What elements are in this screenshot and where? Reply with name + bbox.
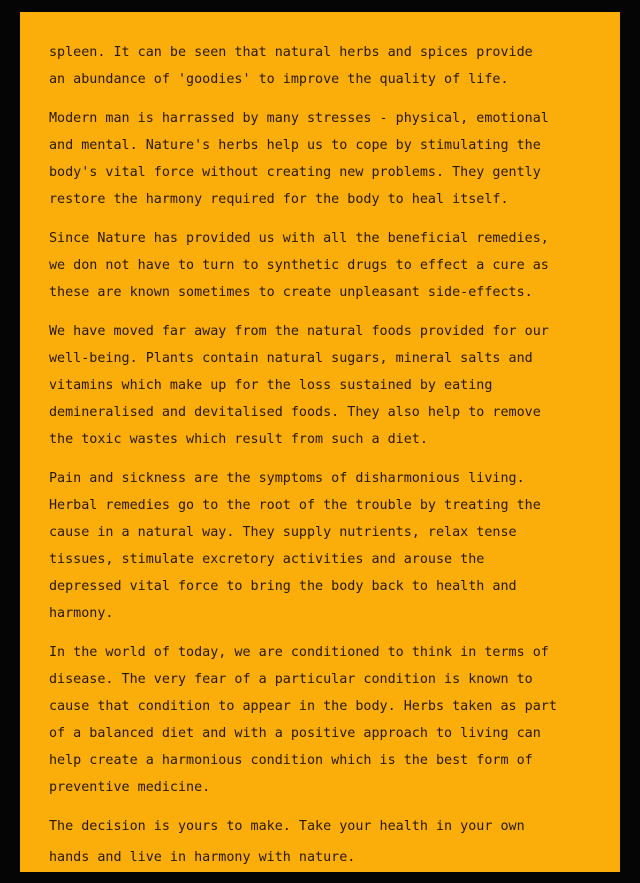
text-line: Herbal remedies go to the root of the trouble by treating the (49, 498, 541, 513)
paragraph-4 (49, 318, 609, 453)
text-line: The decision is yours to make. Take your health in your own (49, 819, 525, 834)
paragraph-1 (49, 39, 609, 93)
text-line: an abundance of 'goodies' to improve the quality of life. (49, 72, 509, 87)
text-line: well-being. Plants contain natural sugars, mineral salts and (49, 351, 533, 366)
text-line: these are known sometimes to create unpleasant side-effects. (49, 285, 533, 300)
paragraph-6 (49, 639, 609, 801)
text-line: cause in a natural way. They supply nutrients, relax tense (49, 525, 517, 540)
document-page (20, 12, 620, 872)
text-line: preventive medicine. (49, 780, 211, 795)
document-body (49, 39, 609, 872)
paragraph-3 (49, 225, 609, 306)
text-line: Since Nature has provided us with all the beneficial remedies, (49, 231, 549, 246)
paragraph-7 (49, 813, 609, 871)
text-line: restore the harmony required for the body to heal itself. (49, 192, 509, 207)
text-line: of a balanced diet and with a positive approach to living can (49, 726, 541, 741)
text-line: spleen. It can be seen that natural herbs and spices provide (49, 45, 533, 60)
text-line: Pain and sickness are the symptoms of disharmonious living. (49, 471, 525, 486)
text-line: we don not have to turn to synthetic drugs to effect a cure as (49, 258, 549, 273)
text-line: and mental. Nature's herbs help us to cope by stimulating the (49, 138, 541, 153)
text-line: depressed vital force to bring the body back to health and (49, 579, 517, 594)
text-line: demineralised and devitalised foods. They also help to remove (49, 405, 541, 420)
text-line: cause that condition to appear in the body. Herbs taken as part (49, 699, 557, 714)
text-line: We have moved far away from the natural foods provided for our (49, 324, 549, 339)
text-line: In the world of today, we are conditioned to think in terms of (49, 645, 549, 660)
text-line: help create a harmonious condition which is the best form of (49, 753, 533, 768)
text-line: body's vital force without creating new problems. They gently (49, 165, 541, 180)
text-line: the toxic wastes which result from such a diet. (49, 432, 428, 447)
text-line: Modern man is harrassed by many stresses - physical, emotional (49, 111, 549, 126)
paragraph-5 (49, 465, 609, 627)
paragraph-2 (49, 105, 609, 213)
text-line: tissues, stimulate excretory activities and arouse the (49, 552, 485, 567)
text-line: disease. The very fear of a particular condition is known to (49, 672, 533, 687)
text-line: hands and live in harmony with nature. (49, 850, 356, 865)
text-line: harmony. (49, 606, 114, 621)
text-line: vitamins which make up for the loss sustained by eating (49, 378, 493, 393)
